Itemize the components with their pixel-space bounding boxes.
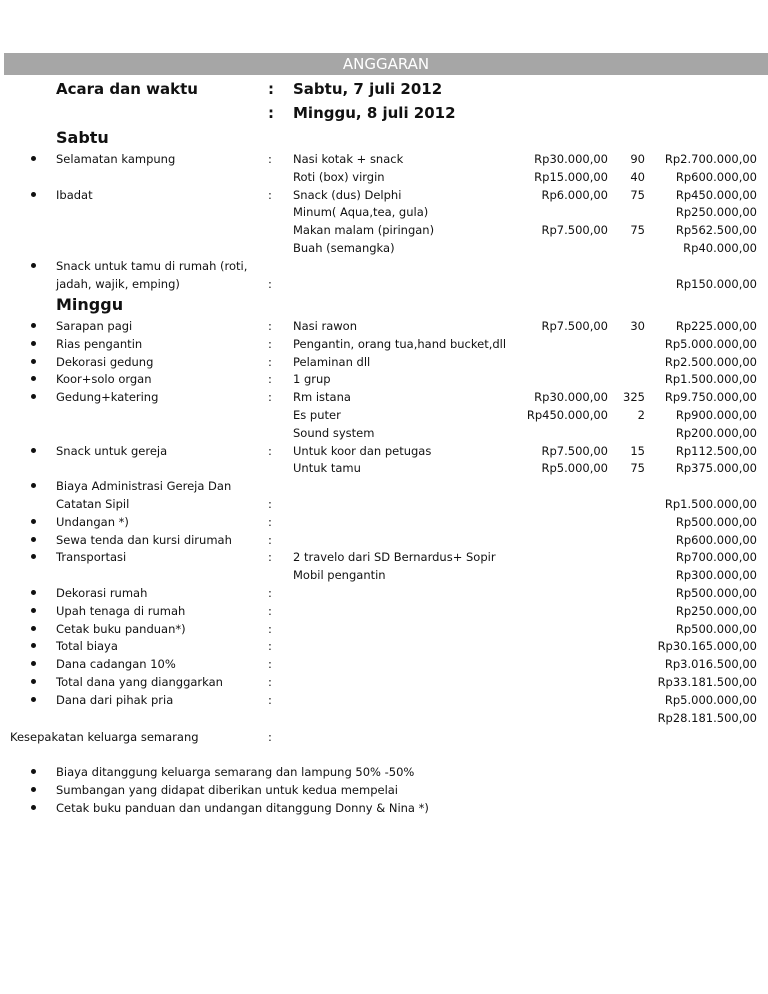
- budget-row: [0, 514, 768, 531]
- row-total: Rp375.000,00: [675, 461, 757, 476]
- bullet-icon: [31, 800, 36, 817]
- event-date-sunday: Minggu, 8 juli 2012: [293, 104, 456, 122]
- row-colon: :: [268, 532, 272, 547]
- row-colon: :: [268, 497, 272, 511]
- row-colon: :: [268, 550, 272, 565]
- row-total: Rp3.016.500,00: [664, 657, 757, 672]
- row-total: Rp250.000,00: [675, 205, 757, 220]
- bullet-icon: [31, 151, 36, 168]
- budget-row: [0, 585, 768, 602]
- row-detail: Makan malam (piringan): [293, 223, 435, 238]
- row-quantity: 325: [623, 390, 645, 405]
- row-total: Rp40.000,00: [683, 241, 757, 255]
- bullet-icon: [31, 318, 36, 335]
- bullet-icon: [31, 371, 36, 388]
- row-total: Rp2.500.000,00: [664, 354, 757, 369]
- row-total: Rp600.000,00: [675, 532, 757, 547]
- budget-row: [0, 276, 768, 293]
- row-total: Rp225.000,00: [675, 319, 757, 333]
- row-detail: 2 travelo dari SD Bernardus+ Sopir: [293, 550, 496, 565]
- row-total: Rp200.000,00: [675, 425, 757, 440]
- bullet-icon: [31, 187, 36, 204]
- agreement-row: [0, 729, 768, 746]
- row-detail: Nasi kotak + snack: [293, 152, 404, 166]
- row-unit-price: Rp30.000,00: [534, 152, 608, 166]
- bullet-icon: [31, 354, 36, 371]
- row-total: Rp500.000,00: [675, 621, 757, 636]
- budget-row: [0, 389, 768, 406]
- row-label: Upah tenaga di rumah: [56, 603, 186, 618]
- row-detail: Mobil pengantin: [293, 568, 386, 583]
- budget-row: [0, 638, 768, 655]
- row-quantity: 30: [630, 319, 645, 333]
- row-label: Snack untuk gereja: [56, 443, 168, 458]
- budget-row: [0, 371, 768, 388]
- bullet-icon: [31, 603, 36, 620]
- row-total: Rp5.000.000,00: [664, 692, 757, 707]
- row-colon: :: [268, 354, 272, 369]
- agreement-item-text: Biaya ditanggung keluarga semarang dan lampung 50% -50%: [56, 765, 415, 779]
- row-total: Rp700.000,00: [675, 550, 757, 565]
- agreement-item-text: Cetak buku panduan dan undangan ditanggung Donny & Nina *): [56, 800, 429, 815]
- bullet-icon: [31, 621, 36, 638]
- row-colon: :: [268, 319, 272, 333]
- row-label: Sarapan pagi: [56, 319, 133, 333]
- row-unit-price: Rp30.000,00: [534, 390, 608, 405]
- bullet-icon: [31, 389, 36, 406]
- budget-row: [0, 354, 768, 371]
- row-detail: Pengantin, orang tua,hand bucket,dll: [293, 336, 507, 351]
- bullet-icon: [31, 532, 36, 549]
- event-colon-1: :: [268, 80, 274, 98]
- budget-row: [0, 549, 768, 566]
- row-colon: :: [268, 336, 272, 351]
- section-heading-minggu: Minggu: [56, 295, 124, 314]
- bullet-icon: [31, 258, 36, 275]
- budget-row: [0, 478, 768, 495]
- budget-row: [0, 258, 768, 275]
- row-unit-price: Rp7.500,00: [541, 319, 608, 333]
- row-total: Rp33.181.500,00: [657, 675, 757, 689]
- budget-row: [0, 674, 768, 691]
- bullet-icon: [31, 764, 36, 781]
- bullet-icon: [31, 478, 36, 495]
- row-detail: Sound system: [293, 425, 375, 440]
- row-label: Dekorasi gedung: [56, 354, 154, 369]
- budget-row: [0, 407, 768, 424]
- row-total: Rp9.750.000,00: [664, 390, 757, 405]
- bullet-icon: [31, 656, 36, 673]
- row-label: Rias pengantin: [56, 336, 143, 351]
- budget-row: [0, 567, 768, 584]
- row-colon: :: [268, 621, 272, 636]
- row-quantity: 75: [630, 461, 645, 476]
- budget-row: [0, 240, 768, 257]
- row-quantity: 2: [637, 408, 645, 422]
- row-colon: :: [268, 187, 272, 202]
- row-detail: Untuk koor dan petugas: [293, 443, 432, 458]
- row-total: Rp5.000.000,00: [664, 336, 757, 351]
- agreement-item: [0, 800, 768, 817]
- budget-row: [0, 532, 768, 549]
- row-label: Total dana yang dianggarkan: [56, 675, 223, 689]
- row-label: Dana dari pihak pria: [56, 692, 174, 707]
- agreement-item-text: Sumbangan yang didapat diberikan untuk kedua mempelai: [56, 782, 399, 797]
- row-total: Rp2.700.000,00: [664, 152, 757, 166]
- bullet-icon: [31, 443, 36, 460]
- row-colon: :: [268, 675, 272, 689]
- row-quantity: 40: [630, 169, 645, 184]
- row-total: Rp300.000,00: [675, 568, 757, 583]
- budget-row: [0, 621, 768, 638]
- event-label: Acara dan waktu: [56, 80, 198, 98]
- row-total: Rp30.165.000,00: [657, 639, 757, 654]
- row-total: Rp28.181.500,00: [657, 710, 757, 725]
- row-colon: :: [268, 372, 272, 387]
- row-total: Rp150.000,00: [675, 276, 757, 291]
- row-total: Rp1.500.000,00: [664, 372, 757, 387]
- row-label: Cetak buku panduan*): [56, 621, 186, 636]
- row-total: Rp250.000,00: [675, 603, 757, 618]
- row-unit-price: Rp7.500,00: [541, 223, 608, 238]
- row-total: Rp562.500,00: [675, 223, 757, 238]
- row-label: Dekorasi rumah: [56, 586, 148, 600]
- row-label: Gedung+katering: [56, 390, 159, 405]
- budget-row: [0, 204, 768, 221]
- budget-row: [0, 222, 768, 239]
- row-total: Rp900.000,00: [675, 408, 757, 422]
- agreement-label: Kesepakatan keluarga semarang: [10, 730, 199, 744]
- row-detail: Buah (semangka): [293, 241, 395, 255]
- budget-row: [0, 318, 768, 335]
- row-quantity: 75: [630, 223, 645, 238]
- event-colon-2: :: [268, 104, 274, 122]
- budget-row: [0, 336, 768, 353]
- event-date-saturday: Sabtu, 7 juli 2012: [293, 80, 443, 98]
- row-colon: :: [268, 390, 272, 405]
- row-label: Koor+solo organ: [56, 372, 152, 387]
- budget-row: [0, 496, 768, 513]
- bullet-icon: [31, 514, 36, 531]
- row-label: Biaya Administrasi Gereja Dan: [56, 479, 232, 494]
- row-label: Snack untuk tamu di rumah (roti,: [56, 258, 248, 273]
- row-quantity: 15: [630, 443, 645, 458]
- row-total: Rp500.000,00: [675, 586, 757, 600]
- row-label: jadah, wajik, emping): [56, 276, 180, 291]
- row-label: Dana cadangan 10%: [56, 657, 176, 672]
- bullet-icon: [31, 585, 36, 602]
- row-total: Rp600.000,00: [675, 169, 757, 184]
- row-unit-price: Rp15.000,00: [534, 169, 608, 184]
- bullet-icon: [31, 638, 36, 655]
- agreement-colon: :: [268, 730, 272, 744]
- row-quantity: 75: [630, 187, 645, 202]
- budget-row: [0, 460, 768, 477]
- row-detail: Roti (box) virgin: [293, 169, 385, 184]
- row-colon: :: [268, 276, 272, 291]
- row-label: Catatan Sipil: [56, 497, 130, 511]
- row-total: Rp500.000,00: [675, 514, 757, 529]
- row-total: Rp450.000,00: [675, 187, 757, 202]
- row-colon: :: [268, 603, 272, 618]
- bullet-icon: [31, 674, 36, 691]
- title-banner: ANGGARAN: [4, 53, 768, 75]
- row-unit-price: Rp7.500,00: [541, 443, 608, 458]
- row-colon: :: [268, 152, 272, 166]
- budget-row: [0, 603, 768, 620]
- row-label: Sewa tenda dan kursi dirumah: [56, 532, 232, 547]
- row-colon: :: [268, 639, 272, 654]
- row-detail: Minum( Aqua,tea, gula): [293, 205, 429, 220]
- row-colon: :: [268, 586, 272, 600]
- row-label: Total biaya: [56, 639, 118, 654]
- bullet-icon: [31, 549, 36, 566]
- row-detail: Nasi rawon: [293, 319, 357, 333]
- bullet-icon: [31, 692, 36, 709]
- budget-row: [0, 151, 768, 168]
- budget-row: [0, 187, 768, 204]
- budget-row: [0, 710, 768, 727]
- row-label: Selamatan kampung: [56, 152, 176, 166]
- row-total: Rp112.500,00: [675, 443, 757, 458]
- section-heading-sabtu: Sabtu: [56, 128, 109, 147]
- row-label: Transportasi: [56, 550, 127, 565]
- budget-row: [0, 692, 768, 709]
- agreement-item: [0, 764, 768, 781]
- row-detail: Es puter: [293, 408, 341, 422]
- row-unit-price: Rp5.000,00: [541, 461, 608, 476]
- agreement-item: [0, 782, 768, 799]
- row-unit-price: Rp450.000,00: [526, 408, 608, 422]
- row-detail: Pelaminan dll: [293, 354, 371, 369]
- row-detail: Snack (dus) Delphi: [293, 187, 402, 202]
- row-label: Ibadat: [56, 187, 93, 202]
- row-unit-price: Rp6.000,00: [541, 187, 608, 202]
- row-colon: :: [268, 514, 272, 529]
- budget-row: [0, 656, 768, 673]
- row-detail: Untuk tamu: [293, 461, 361, 476]
- bullet-icon: [31, 336, 36, 353]
- row-colon: :: [268, 692, 272, 707]
- row-label: Undangan *): [56, 514, 129, 529]
- bullet-icon: [31, 782, 36, 799]
- budget-row: [0, 443, 768, 460]
- row-colon: :: [268, 657, 272, 672]
- budget-row: [0, 425, 768, 442]
- row-detail: 1 grup: [293, 372, 331, 387]
- row-colon: :: [268, 443, 272, 458]
- row-detail: Rm istana: [293, 390, 351, 405]
- row-quantity: 90: [630, 152, 645, 166]
- row-total: Rp1.500.000,00: [664, 497, 757, 511]
- budget-row: [0, 169, 768, 186]
